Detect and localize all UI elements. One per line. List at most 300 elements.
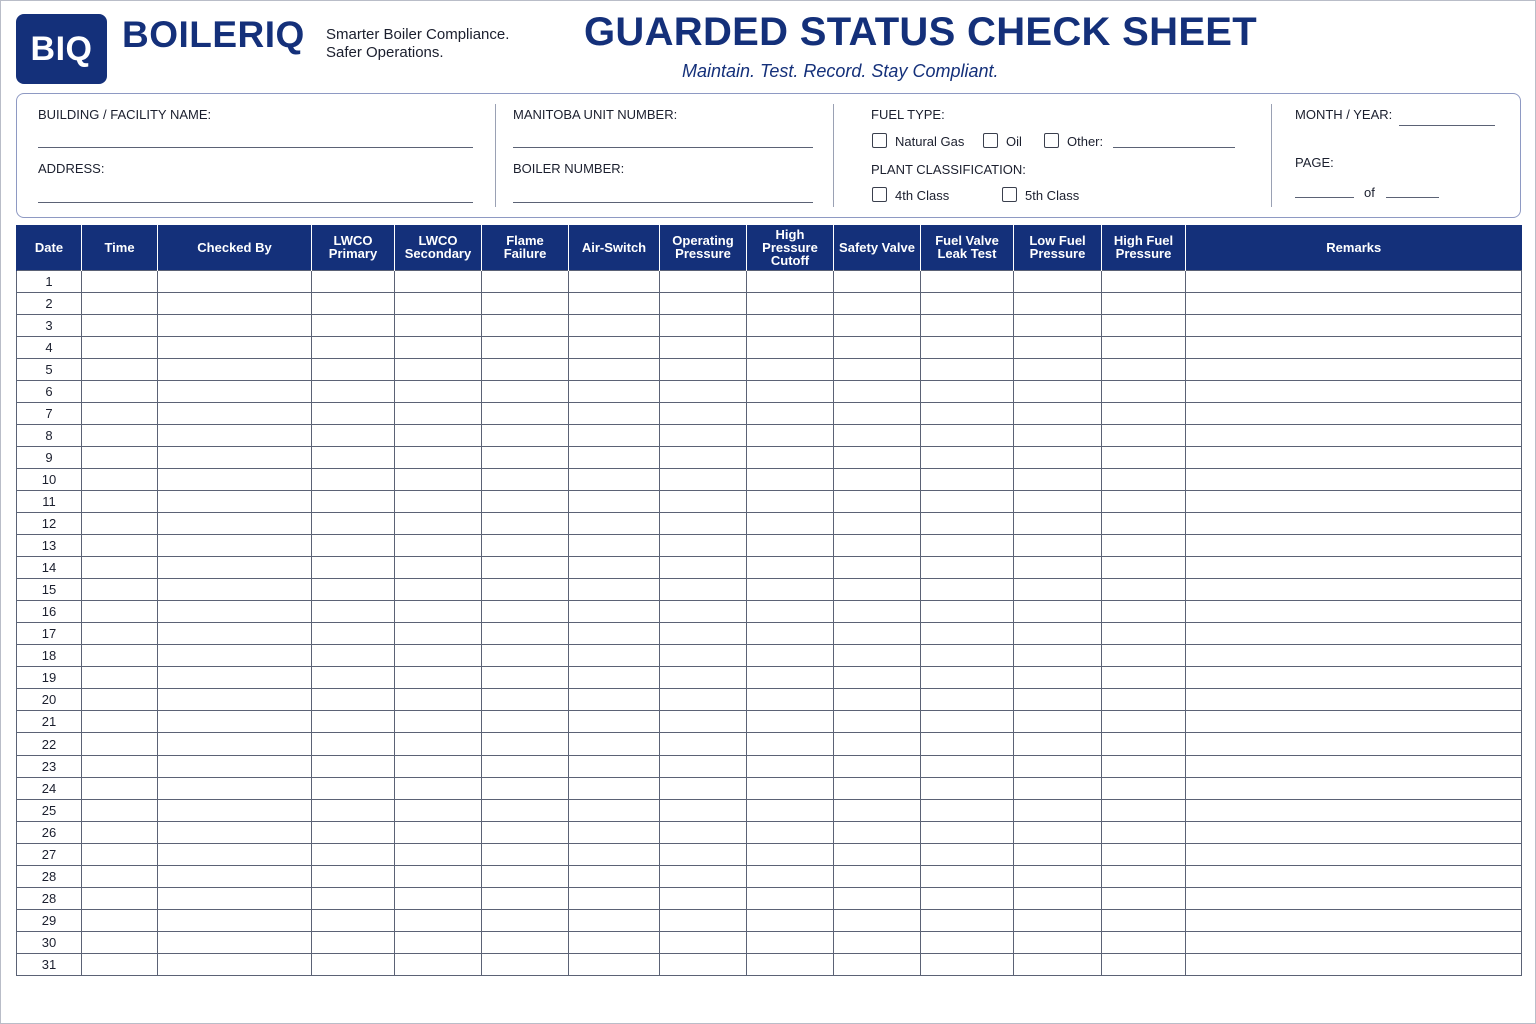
entry-cell[interactable] xyxy=(82,336,158,358)
entry-cell[interactable] xyxy=(1014,535,1102,557)
entry-cell[interactable] xyxy=(482,931,569,953)
entry-cell[interactable] xyxy=(82,292,158,314)
entry-cell[interactable] xyxy=(660,446,747,468)
entry-cell[interactable] xyxy=(482,270,569,292)
entry-cell[interactable] xyxy=(1102,601,1186,623)
entry-cell[interactable] xyxy=(312,711,395,733)
entry-cell[interactable] xyxy=(834,645,921,667)
entry-cell[interactable] xyxy=(1102,292,1186,314)
entry-cell[interactable] xyxy=(312,270,395,292)
entry-cell[interactable] xyxy=(482,358,569,380)
entry-cell[interactable] xyxy=(660,490,747,512)
entry-cell[interactable] xyxy=(312,380,395,402)
entry-cell[interactable] xyxy=(747,953,834,975)
entry-cell[interactable] xyxy=(747,314,834,336)
entry-cell[interactable] xyxy=(82,953,158,975)
entry-cell[interactable] xyxy=(158,446,312,468)
entry-cell[interactable] xyxy=(921,821,1014,843)
month-year-field[interactable] xyxy=(1399,125,1495,126)
entry-cell[interactable] xyxy=(569,667,660,689)
entry-cell[interactable] xyxy=(921,446,1014,468)
entry-cell[interactable] xyxy=(1014,953,1102,975)
entry-cell[interactable] xyxy=(1014,380,1102,402)
entry-cell[interactable] xyxy=(395,579,482,601)
entry-cell[interactable] xyxy=(158,887,312,909)
entry-cell[interactable] xyxy=(395,314,482,336)
entry-cell[interactable] xyxy=(395,601,482,623)
entry-cell[interactable] xyxy=(395,843,482,865)
entry-cell[interactable] xyxy=(834,865,921,887)
entry-cell[interactable] xyxy=(395,535,482,557)
entry-cell[interactable] xyxy=(569,270,660,292)
entry-cell[interactable] xyxy=(158,270,312,292)
entry-cell[interactable] xyxy=(395,777,482,799)
entry-cell[interactable] xyxy=(312,887,395,909)
entry-cell[interactable] xyxy=(834,336,921,358)
entry-cell[interactable] xyxy=(395,799,482,821)
entry-cell[interactable] xyxy=(312,689,395,711)
entry-cell[interactable] xyxy=(1014,424,1102,446)
entry-cell[interactable] xyxy=(921,314,1014,336)
entry-cell[interactable] xyxy=(482,468,569,490)
entry-cell[interactable] xyxy=(569,909,660,931)
entry-cell[interactable] xyxy=(1186,711,1522,733)
entry-cell[interactable] xyxy=(1186,380,1522,402)
entry-cell[interactable] xyxy=(834,623,921,645)
entry-cell[interactable] xyxy=(1014,292,1102,314)
entry-cell[interactable] xyxy=(482,667,569,689)
entry-cell[interactable] xyxy=(834,490,921,512)
entry-cell[interactable] xyxy=(1014,402,1102,424)
entry-cell[interactable] xyxy=(660,821,747,843)
entry-cell[interactable] xyxy=(1014,557,1102,579)
entry-cell[interactable] xyxy=(82,314,158,336)
entry-cell[interactable] xyxy=(1186,843,1522,865)
entry-cell[interactable] xyxy=(660,292,747,314)
entry-cell[interactable] xyxy=(834,755,921,777)
entry-cell[interactable] xyxy=(312,402,395,424)
entry-cell[interactable] xyxy=(82,909,158,931)
entry-cell[interactable] xyxy=(747,579,834,601)
entry-cell[interactable] xyxy=(921,380,1014,402)
entry-cell[interactable] xyxy=(82,777,158,799)
entry-cell[interactable] xyxy=(395,623,482,645)
entry-cell[interactable] xyxy=(1186,424,1522,446)
entry-cell[interactable] xyxy=(834,579,921,601)
entry-cell[interactable] xyxy=(747,755,834,777)
entry-cell[interactable] xyxy=(1186,645,1522,667)
entry-cell[interactable] xyxy=(1186,513,1522,535)
entry-cell[interactable] xyxy=(660,579,747,601)
entry-cell[interactable] xyxy=(82,490,158,512)
entry-cell[interactable] xyxy=(747,358,834,380)
entry-cell[interactable] xyxy=(569,490,660,512)
entry-cell[interactable] xyxy=(395,292,482,314)
natural-gas-checkbox[interactable] xyxy=(872,133,887,148)
entry-cell[interactable] xyxy=(569,931,660,953)
entry-cell[interactable] xyxy=(1186,909,1522,931)
entry-cell[interactable] xyxy=(395,380,482,402)
entry-cell[interactable] xyxy=(834,468,921,490)
entry-cell[interactable] xyxy=(312,909,395,931)
entry-cell[interactable] xyxy=(312,799,395,821)
entry-cell[interactable] xyxy=(1186,755,1522,777)
entry-cell[interactable] xyxy=(660,667,747,689)
entry-cell[interactable] xyxy=(158,490,312,512)
entry-cell[interactable] xyxy=(312,953,395,975)
entry-cell[interactable] xyxy=(921,490,1014,512)
entry-cell[interactable] xyxy=(312,557,395,579)
entry-cell[interactable] xyxy=(1014,689,1102,711)
entry-cell[interactable] xyxy=(158,909,312,931)
entry-cell[interactable] xyxy=(747,777,834,799)
entry-cell[interactable] xyxy=(158,953,312,975)
entry-cell[interactable] xyxy=(747,601,834,623)
entry-cell[interactable] xyxy=(921,711,1014,733)
entry-cell[interactable] xyxy=(921,336,1014,358)
entry-cell[interactable] xyxy=(1102,446,1186,468)
entry-cell[interactable] xyxy=(569,865,660,887)
entry-cell[interactable] xyxy=(312,336,395,358)
entry-cell[interactable] xyxy=(1014,821,1102,843)
entry-cell[interactable] xyxy=(921,689,1014,711)
entry-cell[interactable] xyxy=(158,843,312,865)
entry-cell[interactable] xyxy=(1102,799,1186,821)
entry-cell[interactable] xyxy=(482,821,569,843)
entry-cell[interactable] xyxy=(395,402,482,424)
entry-cell[interactable] xyxy=(660,601,747,623)
entry-cell[interactable] xyxy=(921,755,1014,777)
entry-cell[interactable] xyxy=(569,953,660,975)
entry-cell[interactable] xyxy=(82,513,158,535)
entry-cell[interactable] xyxy=(569,821,660,843)
entry-cell[interactable] xyxy=(569,535,660,557)
entry-cell[interactable] xyxy=(82,799,158,821)
entry-cell[interactable] xyxy=(1186,953,1522,975)
entry-cell[interactable] xyxy=(834,557,921,579)
entry-cell[interactable] xyxy=(1014,490,1102,512)
entry-cell[interactable] xyxy=(82,468,158,490)
entry-cell[interactable] xyxy=(395,733,482,755)
entry-cell[interactable] xyxy=(395,490,482,512)
entry-cell[interactable] xyxy=(312,358,395,380)
entry-cell[interactable] xyxy=(921,601,1014,623)
entry-cell[interactable] xyxy=(569,358,660,380)
entry-cell[interactable] xyxy=(1102,645,1186,667)
entry-cell[interactable] xyxy=(1102,953,1186,975)
entry-cell[interactable] xyxy=(1102,711,1186,733)
entry-cell[interactable] xyxy=(747,711,834,733)
entry-cell[interactable] xyxy=(1186,799,1522,821)
entry-cell[interactable] xyxy=(569,336,660,358)
entry-cell[interactable] xyxy=(569,468,660,490)
entry-cell[interactable] xyxy=(312,821,395,843)
entry-cell[interactable] xyxy=(1014,468,1102,490)
entry-cell[interactable] xyxy=(395,645,482,667)
entry-cell[interactable] xyxy=(1102,424,1186,446)
entry-cell[interactable] xyxy=(660,270,747,292)
entry-cell[interactable] xyxy=(1102,909,1186,931)
page-number-field[interactable] xyxy=(1295,197,1354,198)
entry-cell[interactable] xyxy=(482,865,569,887)
entry-cell[interactable] xyxy=(1186,468,1522,490)
entry-cell[interactable] xyxy=(395,446,482,468)
entry-cell[interactable] xyxy=(569,402,660,424)
entry-cell[interactable] xyxy=(82,446,158,468)
entry-cell[interactable] xyxy=(395,909,482,931)
entry-cell[interactable] xyxy=(660,513,747,535)
entry-cell[interactable] xyxy=(660,755,747,777)
entry-cell[interactable] xyxy=(158,380,312,402)
entry-cell[interactable] xyxy=(395,931,482,953)
entry-cell[interactable] xyxy=(921,579,1014,601)
entry-cell[interactable] xyxy=(395,953,482,975)
entry-cell[interactable] xyxy=(1186,292,1522,314)
entry-cell[interactable] xyxy=(834,358,921,380)
entry-cell[interactable] xyxy=(312,446,395,468)
entry-cell[interactable] xyxy=(747,424,834,446)
entry-cell[interactable] xyxy=(1014,733,1102,755)
entry-cell[interactable] xyxy=(569,733,660,755)
entry-cell[interactable] xyxy=(1186,689,1522,711)
entry-cell[interactable] xyxy=(82,711,158,733)
entry-cell[interactable] xyxy=(569,314,660,336)
entry-cell[interactable] xyxy=(482,314,569,336)
entry-cell[interactable] xyxy=(834,711,921,733)
entry-cell[interactable] xyxy=(158,314,312,336)
entry-cell[interactable] xyxy=(569,424,660,446)
entry-cell[interactable] xyxy=(747,623,834,645)
entry-cell[interactable] xyxy=(1186,270,1522,292)
entry-cell[interactable] xyxy=(1014,358,1102,380)
entry-cell[interactable] xyxy=(1102,623,1186,645)
entry-cell[interactable] xyxy=(1186,579,1522,601)
entry-cell[interactable] xyxy=(82,270,158,292)
entry-cell[interactable] xyxy=(82,843,158,865)
entry-cell[interactable] xyxy=(1102,733,1186,755)
entry-cell[interactable] xyxy=(834,667,921,689)
entry-cell[interactable] xyxy=(1102,468,1186,490)
entry-cell[interactable] xyxy=(395,865,482,887)
entry-cell[interactable] xyxy=(921,799,1014,821)
entry-cell[interactable] xyxy=(312,667,395,689)
entry-cell[interactable] xyxy=(569,380,660,402)
entry-cell[interactable] xyxy=(660,336,747,358)
entry-cell[interactable] xyxy=(82,887,158,909)
entry-cell[interactable] xyxy=(158,535,312,557)
entry-cell[interactable] xyxy=(312,513,395,535)
entry-cell[interactable] xyxy=(1102,270,1186,292)
entry-cell[interactable] xyxy=(482,601,569,623)
entry-cell[interactable] xyxy=(158,402,312,424)
entry-cell[interactable] xyxy=(660,909,747,931)
entry-cell[interactable] xyxy=(1102,843,1186,865)
entry-cell[interactable] xyxy=(834,601,921,623)
entry-cell[interactable] xyxy=(82,645,158,667)
entry-cell[interactable] xyxy=(660,777,747,799)
entry-cell[interactable] xyxy=(1102,380,1186,402)
entry-cell[interactable] xyxy=(1102,777,1186,799)
entry-cell[interactable] xyxy=(82,931,158,953)
entry-cell[interactable] xyxy=(312,755,395,777)
boiler-number-field[interactable] xyxy=(513,202,813,203)
entry-cell[interactable] xyxy=(834,314,921,336)
entry-cell[interactable] xyxy=(660,402,747,424)
entry-cell[interactable] xyxy=(569,446,660,468)
entry-cell[interactable] xyxy=(158,645,312,667)
entry-cell[interactable] xyxy=(834,424,921,446)
entry-cell[interactable] xyxy=(747,733,834,755)
entry-cell[interactable] xyxy=(660,358,747,380)
entry-cell[interactable] xyxy=(1014,931,1102,953)
entry-cell[interactable] xyxy=(1102,755,1186,777)
entry-cell[interactable] xyxy=(312,579,395,601)
entry-cell[interactable] xyxy=(834,821,921,843)
entry-cell[interactable] xyxy=(660,424,747,446)
entry-cell[interactable] xyxy=(747,645,834,667)
entry-cell[interactable] xyxy=(1186,336,1522,358)
entry-cell[interactable] xyxy=(482,336,569,358)
entry-cell[interactable] xyxy=(569,799,660,821)
entry-cell[interactable] xyxy=(921,557,1014,579)
entry-cell[interactable] xyxy=(312,292,395,314)
entry-cell[interactable] xyxy=(747,843,834,865)
entry-cell[interactable] xyxy=(569,645,660,667)
entry-cell[interactable] xyxy=(158,667,312,689)
entry-cell[interactable] xyxy=(82,535,158,557)
building-name-field[interactable] xyxy=(38,147,473,148)
entry-cell[interactable] xyxy=(158,711,312,733)
entry-cell[interactable] xyxy=(158,579,312,601)
entry-cell[interactable] xyxy=(747,689,834,711)
entry-cell[interactable] xyxy=(569,843,660,865)
entry-cell[interactable] xyxy=(482,513,569,535)
entry-cell[interactable] xyxy=(395,358,482,380)
entry-cell[interactable] xyxy=(482,535,569,557)
entry-cell[interactable] xyxy=(82,865,158,887)
entry-cell[interactable] xyxy=(482,623,569,645)
entry-cell[interactable] xyxy=(312,601,395,623)
entry-cell[interactable] xyxy=(1186,865,1522,887)
entry-cell[interactable] xyxy=(747,557,834,579)
entry-cell[interactable] xyxy=(660,557,747,579)
entry-cell[interactable] xyxy=(834,446,921,468)
entry-cell[interactable] xyxy=(660,314,747,336)
entry-cell[interactable] xyxy=(834,887,921,909)
entry-cell[interactable] xyxy=(82,755,158,777)
entry-cell[interactable] xyxy=(1014,579,1102,601)
entry-cell[interactable] xyxy=(834,535,921,557)
entry-cell[interactable] xyxy=(82,821,158,843)
entry-cell[interactable] xyxy=(569,777,660,799)
entry-cell[interactable] xyxy=(747,821,834,843)
entry-cell[interactable] xyxy=(569,292,660,314)
entry-cell[interactable] xyxy=(1186,557,1522,579)
entry-cell[interactable] xyxy=(921,865,1014,887)
entry-cell[interactable] xyxy=(747,909,834,931)
entry-cell[interactable] xyxy=(1102,821,1186,843)
entry-cell[interactable] xyxy=(921,777,1014,799)
entry-cell[interactable] xyxy=(1014,865,1102,887)
entry-cell[interactable] xyxy=(395,557,482,579)
entry-cell[interactable] xyxy=(158,777,312,799)
entry-cell[interactable] xyxy=(395,513,482,535)
entry-cell[interactable] xyxy=(921,887,1014,909)
entry-cell[interactable] xyxy=(921,513,1014,535)
entry-cell[interactable] xyxy=(82,579,158,601)
fifth-class-checkbox[interactable] xyxy=(1002,187,1017,202)
entry-cell[interactable] xyxy=(82,623,158,645)
entry-cell[interactable] xyxy=(395,270,482,292)
entry-cell[interactable] xyxy=(482,733,569,755)
entry-cell[interactable] xyxy=(747,446,834,468)
entry-cell[interactable] xyxy=(482,777,569,799)
entry-cell[interactable] xyxy=(747,402,834,424)
entry-cell[interactable] xyxy=(921,645,1014,667)
entry-cell[interactable] xyxy=(482,711,569,733)
entry-cell[interactable] xyxy=(158,821,312,843)
entry-cell[interactable] xyxy=(158,755,312,777)
entry-cell[interactable] xyxy=(158,733,312,755)
entry-cell[interactable] xyxy=(395,821,482,843)
entry-cell[interactable] xyxy=(1186,887,1522,909)
entry-cell[interactable] xyxy=(660,733,747,755)
entry-cell[interactable] xyxy=(158,513,312,535)
entry-cell[interactable] xyxy=(312,314,395,336)
address-field[interactable] xyxy=(38,202,473,203)
entry-cell[interactable] xyxy=(747,513,834,535)
entry-cell[interactable] xyxy=(158,336,312,358)
entry-cell[interactable] xyxy=(158,557,312,579)
entry-cell[interactable] xyxy=(1102,557,1186,579)
entry-cell[interactable] xyxy=(921,733,1014,755)
entry-cell[interactable] xyxy=(834,799,921,821)
entry-cell[interactable] xyxy=(1186,402,1522,424)
entry-cell[interactable] xyxy=(834,909,921,931)
page-total-field[interactable] xyxy=(1386,197,1439,198)
entry-cell[interactable] xyxy=(660,689,747,711)
entry-cell[interactable] xyxy=(921,909,1014,931)
entry-cell[interactable] xyxy=(482,579,569,601)
entry-cell[interactable] xyxy=(569,711,660,733)
entry-cell[interactable] xyxy=(395,887,482,909)
entry-cell[interactable] xyxy=(921,953,1014,975)
entry-cell[interactable] xyxy=(1186,490,1522,512)
entry-cell[interactable] xyxy=(834,513,921,535)
entry-cell[interactable] xyxy=(747,292,834,314)
entry-cell[interactable] xyxy=(834,402,921,424)
entry-cell[interactable] xyxy=(1186,623,1522,645)
entry-cell[interactable] xyxy=(82,601,158,623)
entry-cell[interactable] xyxy=(82,358,158,380)
entry-cell[interactable] xyxy=(747,931,834,953)
entry-cell[interactable] xyxy=(834,843,921,865)
entry-cell[interactable] xyxy=(1186,601,1522,623)
entry-cell[interactable] xyxy=(1102,865,1186,887)
entry-cell[interactable] xyxy=(158,865,312,887)
entry-cell[interactable] xyxy=(312,623,395,645)
entry-cell[interactable] xyxy=(395,755,482,777)
entry-cell[interactable] xyxy=(747,270,834,292)
entry-cell[interactable] xyxy=(921,843,1014,865)
entry-cell[interactable] xyxy=(569,513,660,535)
entry-cell[interactable] xyxy=(747,799,834,821)
entry-cell[interactable] xyxy=(1014,909,1102,931)
entry-cell[interactable] xyxy=(1186,821,1522,843)
entry-cell[interactable] xyxy=(482,424,569,446)
entry-cell[interactable] xyxy=(312,777,395,799)
other-fuel-checkbox[interactable] xyxy=(1044,133,1059,148)
